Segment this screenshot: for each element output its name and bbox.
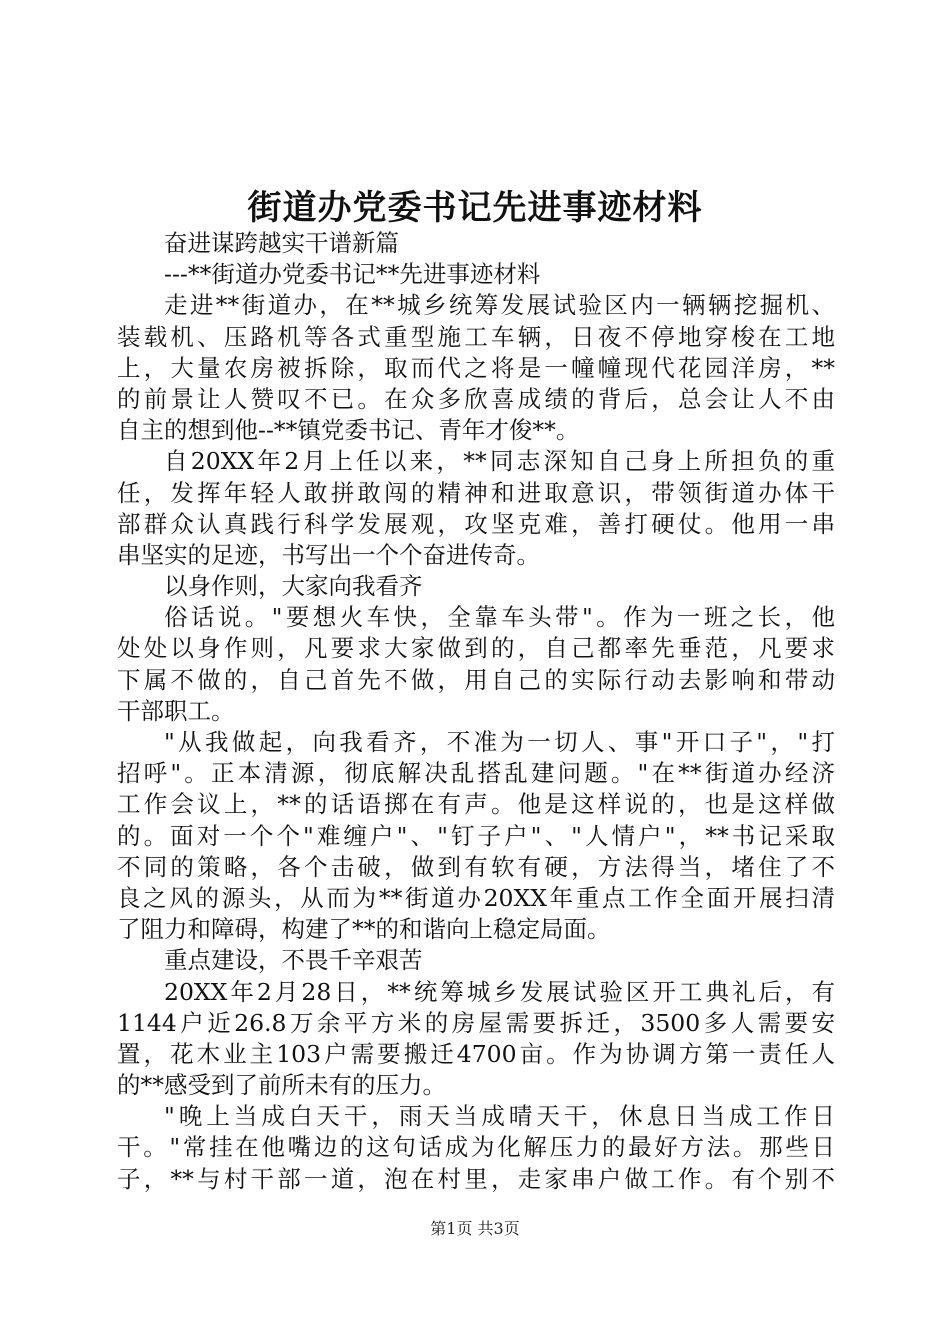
text-line: ---**街道办党委书记**先进事迹材料 <box>164 260 541 289</box>
text-line: 上，大量农房被拆除，取而代之将是一幢幢现代花园洋房，** <box>117 353 835 382</box>
text-line: 工作会议上，**的话语掷在有声。他是这样说的，也是这样做 <box>117 790 835 819</box>
text-line: 俗话说。"要想火车快，全靠车头带"。作为一班之长，他 <box>164 603 835 632</box>
text-line: 自主的想到他--**镇党委书记、青年才俊**。 <box>117 416 580 445</box>
text-line: 以身作则，大家向我看齐 <box>164 572 423 601</box>
text-line: 置，花木业主103户需要搬迁4700亩。作为协调方第一责任人 <box>117 1039 835 1068</box>
text-line: "晚上当成白天干，雨天当成晴天干，休息日当成工作日 <box>164 1102 835 1131</box>
text-line: 自20XX年2月上任以来，**同志深知自己身上所担负的重 <box>164 447 835 476</box>
text-line: 部群众认真践行科学发展观，攻坚克难，善打硬仗。他用一串 <box>117 509 835 538</box>
text-line: 了阻力和障碍，构建了**的和谐向上稳定局面。 <box>117 915 611 944</box>
text-line: 干部职工。 <box>117 696 235 725</box>
text-line: 20XX年2月28日，**统筹城乡发展试验区开工典礼后，有 <box>164 977 835 1006</box>
text-line: 良之风的源头，从而为**街道办20XX年重点工作全面开展扫清 <box>117 883 835 912</box>
page-indicator: 第1页 共3页 <box>430 1219 520 1238</box>
text-line: 装载机、压路机等各式重型施工车辆，日夜不停地穿梭在工地 <box>117 322 835 351</box>
text-line: 不同的策略，各个击破，做到有软有硬，方法得当，堵住了不 <box>117 852 835 881</box>
text-line: 奋进谋跨越实干谱新篇 <box>164 229 399 257</box>
text-line: 干。"常挂在他嘴边的这句话成为化解压力的最好方法。那些日 <box>117 1133 835 1162</box>
document-title: 街道办党委书记先进事迹材料 <box>247 188 703 228</box>
text-line: 的前景让人赞叹不已。在众多欣喜成绩的背后，总会让人不由 <box>117 384 835 413</box>
text-line: 1144户近26.8万余平方米的房屋需要拆迁，3500多人需要安 <box>117 1008 835 1037</box>
text-line: 串坚实的足迹，书写出一个个奋进传奇。 <box>117 540 540 569</box>
text-line: 子，**与村干部一道，泡在村里，走家串户做工作。有个别不 <box>117 1164 835 1193</box>
text-line: 任，发挥年轻人敢拼敢闯的精神和进取意识，带领街道办体干 <box>117 478 835 507</box>
text-line: 下属不做的，自己首先不做，用自己的实际行动去影响和带动 <box>117 665 835 694</box>
text-line: 招呼"。正本清源，彻底解决乱搭乱建问题。"在**街道办经济 <box>117 759 835 788</box>
text-line: 处处以身作则，凡要求大家做到的，自己都率先垂范，凡要求 <box>117 634 835 663</box>
text-line: 走进**街道办，在**城乡统筹发展试验区内一辆辆挖掘机、 <box>164 291 835 320</box>
document-body <box>117 228 835 1195</box>
text-line: 重点建设，不畏千辛艰苦 <box>164 946 423 975</box>
text-line: 的**感受到了前所未有的压力。 <box>117 1071 446 1100</box>
text-line: "从我做起，向我看齐，不准为一切人、事"开口子"，"打 <box>164 728 835 756</box>
text-line: 的。面对一个个"难缠户"、"钉子户"、"人情户"，**书记采取 <box>117 821 835 850</box>
